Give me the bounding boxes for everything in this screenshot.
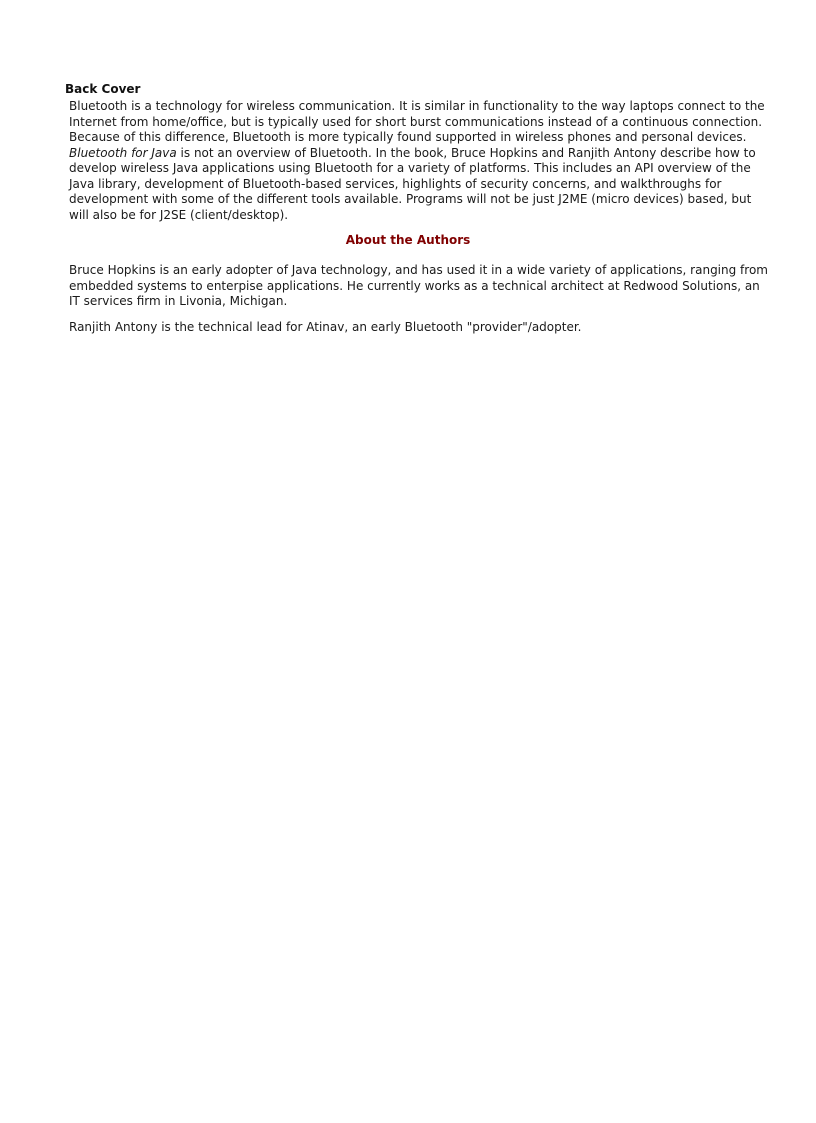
author-paragraph-bruce-hopkins: Bruce Hopkins is an early adopter of Java technology, and has used it in a wide variety of applications, ranging from embedded systems to enterpise applications. He currently works as a technical architect at Redwood Solutions, an IT services firm in Livonia, Michigan.	[69, 263, 768, 308]
author-paragraph-ranjith-antony: Ranjith Antony is the technical lead for Atinav, an early Bluetooth "provider"/adopter.	[69, 320, 582, 334]
back-cover-text-start: Bluetooth is a technology for wireless communication. It is similar in functionality to the way laptops connect to the Internet from home/office, but is typically used for short burst communications instead of a continuous connection. Because of this difference, Bluetooth is more typically found supported in wireless phones and personal devices.	[69, 99, 765, 144]
back-cover-heading: Back Cover	[65, 82, 141, 96]
back-cover-paragraph	[69, 99, 769, 223]
about-authors-heading: About the Authors	[345, 233, 471, 247]
book-title: Bluetooth for Java	[69, 145, 177, 160]
back-cover-text-end: is not an overview of Bluetooth. In the book, Bruce Hopkins and Ranjith Antony describe how to develop wireless Java applications using Bluetooth for a variety of platforms. This includes an API overview of the Java library, development of Bluetooth-based services, highlights of security concerns, and walkthroughs for development with some of the different tools available. Programs will not be just J2ME (micro devices) based, but will also be for J2SE (client/desktop).	[69, 145, 756, 222]
